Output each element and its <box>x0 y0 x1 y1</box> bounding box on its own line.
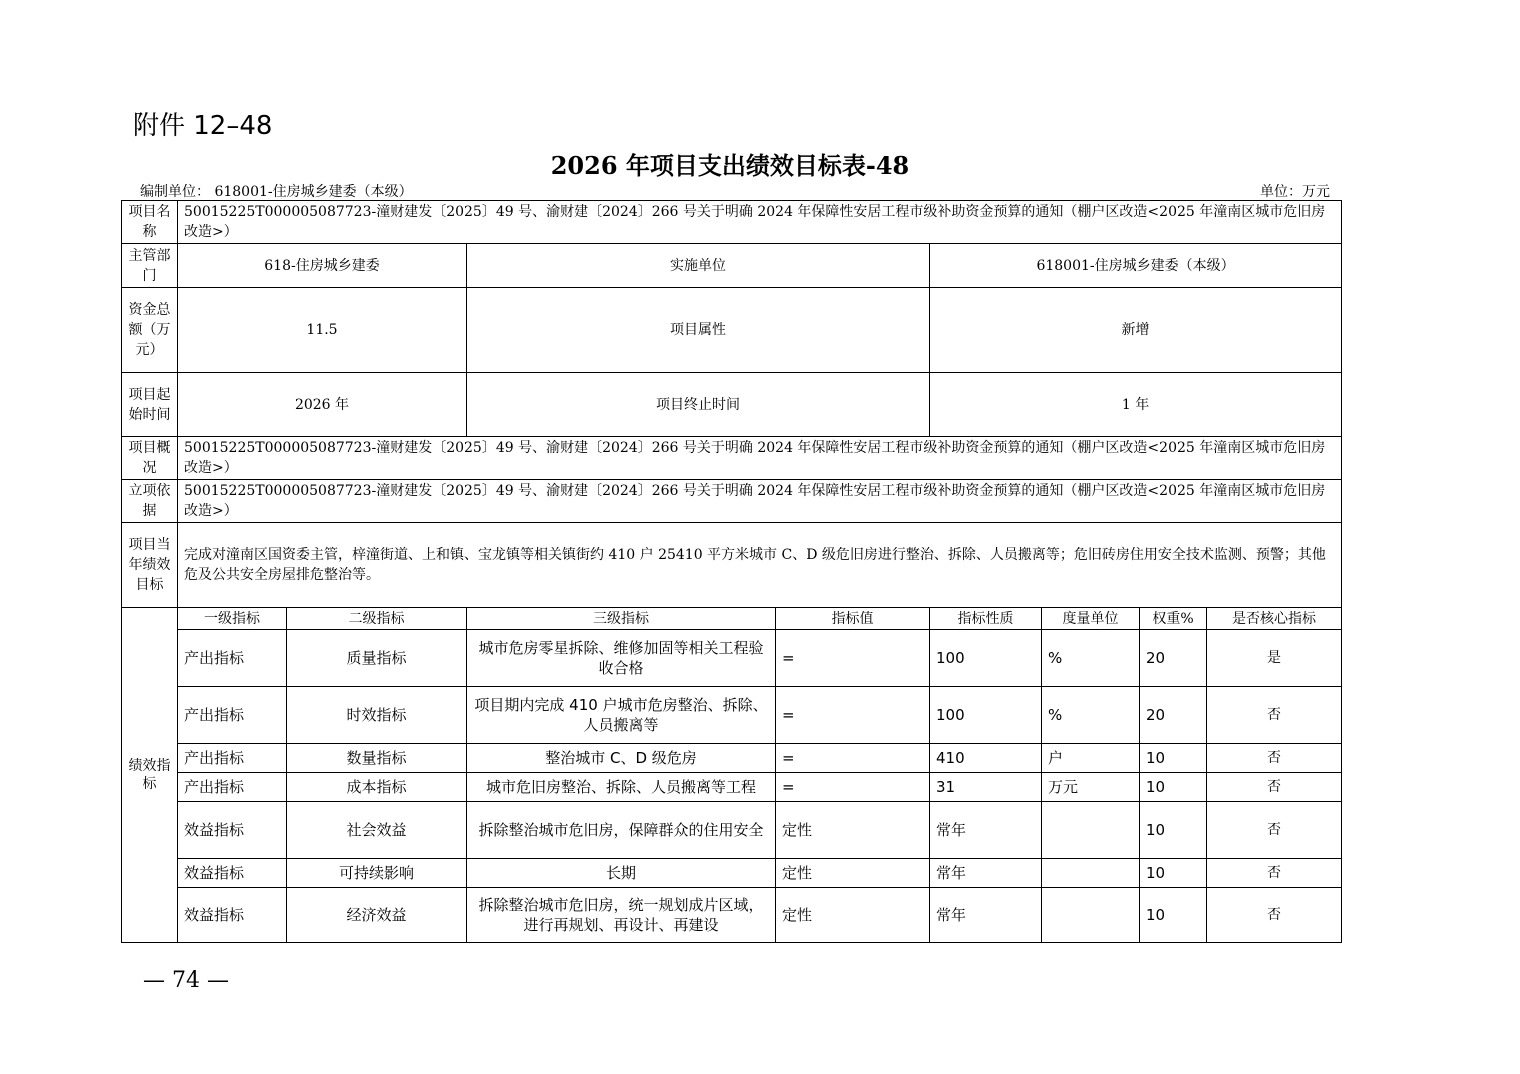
cell-level2: 质量指标 <box>287 630 467 687</box>
end-time-value: 1 年 <box>930 373 1342 437</box>
cell-value: = <box>776 744 930 773</box>
currency-unit: 单位：万元 <box>1260 184 1330 200</box>
cell-core: 否 <box>1207 687 1342 744</box>
col-header-unit: 度量单位 <box>1042 608 1140 630</box>
fund-value: 11.5 <box>178 288 467 373</box>
col-header-weight: 权重% <box>1140 608 1207 630</box>
cell-unit: 户 <box>1042 744 1140 773</box>
annual-goal-value: 完成对潼南区国资委主管，梓潼街道、上和镇、宝龙镇等相关镇街约 410 户 25410 平方米城市 C、D 级危旧房进行整治、拆除、人员搬离等；危旧砖房住用安全技术监测、预警；其他危及公共安全房屋排危整治等。 <box>178 523 1342 608</box>
cell-level3: 整治城市 C、D 级危房 <box>467 744 776 773</box>
cell-level1: 产出指标 <box>178 773 287 802</box>
cell-level1: 效益指标 <box>178 859 287 888</box>
project-name-value: 50015225T000005087723-潼财建发〔2025〕49 号、渝财建〔2024〕266 号关于明确 2024 年保障性安居工程市级补助资金预算的通知（棚户区改造<2025 年潼南区城市危旧房改造>） <box>178 201 1342 244</box>
cell-level1: 产出指标 <box>178 687 287 744</box>
row-basis <box>122 480 1342 523</box>
col-header-level3: 三级指标 <box>467 608 776 630</box>
cell-weight: 20 <box>1140 630 1207 687</box>
overview-label: 项目概况 <box>122 437 178 480</box>
page-number: — 74 — <box>143 968 229 993</box>
cell-core: 否 <box>1207 802 1342 859</box>
cell-weight: 10 <box>1140 859 1207 888</box>
cell-unit <box>1042 802 1140 859</box>
indicators-label: 绩效指标 <box>122 608 178 943</box>
col-header-level1: 一级指标 <box>178 608 287 630</box>
table-row <box>122 687 1342 744</box>
row-overview <box>122 437 1342 480</box>
cell-level2: 经济效益 <box>287 888 467 943</box>
cell-nature: 100 <box>930 630 1042 687</box>
implementing-unit-value: 618001-住房城乡建委（本级） <box>930 244 1342 288</box>
cell-value: 定性 <box>776 802 930 859</box>
cell-level3: 长期 <box>467 859 776 888</box>
cell-level3: 城市危房零星拆除、维修加固等相关工程验收合格 <box>467 630 776 687</box>
compiling-unit: 编制单位： 618001-住房城乡建委（本级） <box>140 184 413 200</box>
row-period <box>122 373 1342 437</box>
basis-value: 50015225T000005087723-潼财建发〔2025〕49 号、渝财建〔2024〕266 号关于明确 2024 年保障性安居工程市级补助资金预算的通知（棚户区改造<2025 年潼南区城市危旧房改造>） <box>178 480 1342 523</box>
start-time-value: 2026 年 <box>178 373 467 437</box>
cell-core: 是 <box>1207 630 1342 687</box>
project-attribute-value: 新增 <box>930 288 1342 373</box>
performance-table <box>121 200 1342 943</box>
cell-value: 定性 <box>776 888 930 943</box>
cell-nature: 100 <box>930 687 1042 744</box>
cell-nature: 常年 <box>930 802 1042 859</box>
project-name-label: 项目名称 <box>122 201 178 244</box>
cell-level1: 效益指标 <box>178 802 287 859</box>
cell-level2: 可持续影响 <box>287 859 467 888</box>
cell-level3: 拆除整治城市危旧房，保障群众的住用安全 <box>467 802 776 859</box>
row-project-name <box>122 201 1342 244</box>
fund-label: 资金总额（万元） <box>122 288 178 373</box>
project-attribute-label: 项目属性 <box>467 288 930 373</box>
cell-value: 定性 <box>776 859 930 888</box>
cell-unit <box>1042 888 1140 943</box>
cell-weight: 10 <box>1140 888 1207 943</box>
cell-level1: 效益指标 <box>178 888 287 943</box>
start-time-label: 项目起始时间 <box>122 373 178 437</box>
overview-value: 50015225T000005087723-潼财建发〔2025〕49 号、渝财建〔2024〕266 号关于明确 2024 年保障性安居工程市级补助资金预算的通知（棚户区改造<2025 年潼南区城市危旧房改造>） <box>178 437 1342 480</box>
cell-level2: 时效指标 <box>287 687 467 744</box>
table-row <box>122 630 1342 687</box>
cell-level3: 拆除整治城市危旧房，统一规划成片区域，进行再规划、再设计、再建设 <box>467 888 776 943</box>
table-row <box>122 859 1342 888</box>
col-header-value: 指标值 <box>776 608 930 630</box>
table-row <box>122 773 1342 802</box>
cell-level3: 项目期内完成 410 户城市危房整治、拆除、人员搬离等 <box>467 687 776 744</box>
cell-unit <box>1042 859 1140 888</box>
page-title: 2026 年项目支出绩效目标表-48 <box>550 151 910 180</box>
end-time-label: 项目终止时间 <box>467 373 930 437</box>
cell-unit: % <box>1042 687 1140 744</box>
cell-nature: 410 <box>930 744 1042 773</box>
table-row <box>122 888 1342 943</box>
cell-nature: 常年 <box>930 859 1042 888</box>
table-row <box>122 802 1342 859</box>
cell-unit: % <box>1042 630 1140 687</box>
cell-unit: 万元 <box>1042 773 1140 802</box>
implementing-unit-label: 实施单位 <box>467 244 930 288</box>
cell-nature: 31 <box>930 773 1042 802</box>
col-header-nature: 指标性质 <box>930 608 1042 630</box>
col-header-level2: 二级指标 <box>287 608 467 630</box>
cell-value: = <box>776 687 930 744</box>
cell-weight: 10 <box>1140 773 1207 802</box>
cell-level2: 数量指标 <box>287 744 467 773</box>
department-value: 618-住房城乡建委 <box>178 244 467 288</box>
row-fund <box>122 288 1342 373</box>
department-label: 主管部门 <box>122 244 178 288</box>
row-annual-goal <box>122 523 1342 608</box>
cell-weight: 10 <box>1140 802 1207 859</box>
cell-value: = <box>776 773 930 802</box>
cell-weight: 20 <box>1140 687 1207 744</box>
cell-core: 否 <box>1207 859 1342 888</box>
row-department <box>122 244 1342 288</box>
cell-level1: 产出指标 <box>178 630 287 687</box>
cell-level1: 产出指标 <box>178 744 287 773</box>
col-header-core: 是否核心指标 <box>1207 608 1342 630</box>
cell-value: = <box>776 630 930 687</box>
cell-level2: 成本指标 <box>287 773 467 802</box>
basis-label: 立项依据 <box>122 480 178 523</box>
indicator-header-row <box>122 608 1342 630</box>
cell-weight: 10 <box>1140 744 1207 773</box>
cell-level2: 社会效益 <box>287 802 467 859</box>
cell-core: 否 <box>1207 888 1342 943</box>
cell-core: 否 <box>1207 773 1342 802</box>
attachment-number: 附件 12–48 <box>133 111 273 141</box>
annual-goal-label: 项目当年绩效目标 <box>122 523 178 608</box>
cell-core: 否 <box>1207 744 1342 773</box>
table-row <box>122 744 1342 773</box>
cell-level3: 城市危旧房整治、拆除、人员搬离等工程 <box>467 773 776 802</box>
cell-nature: 常年 <box>930 888 1042 943</box>
